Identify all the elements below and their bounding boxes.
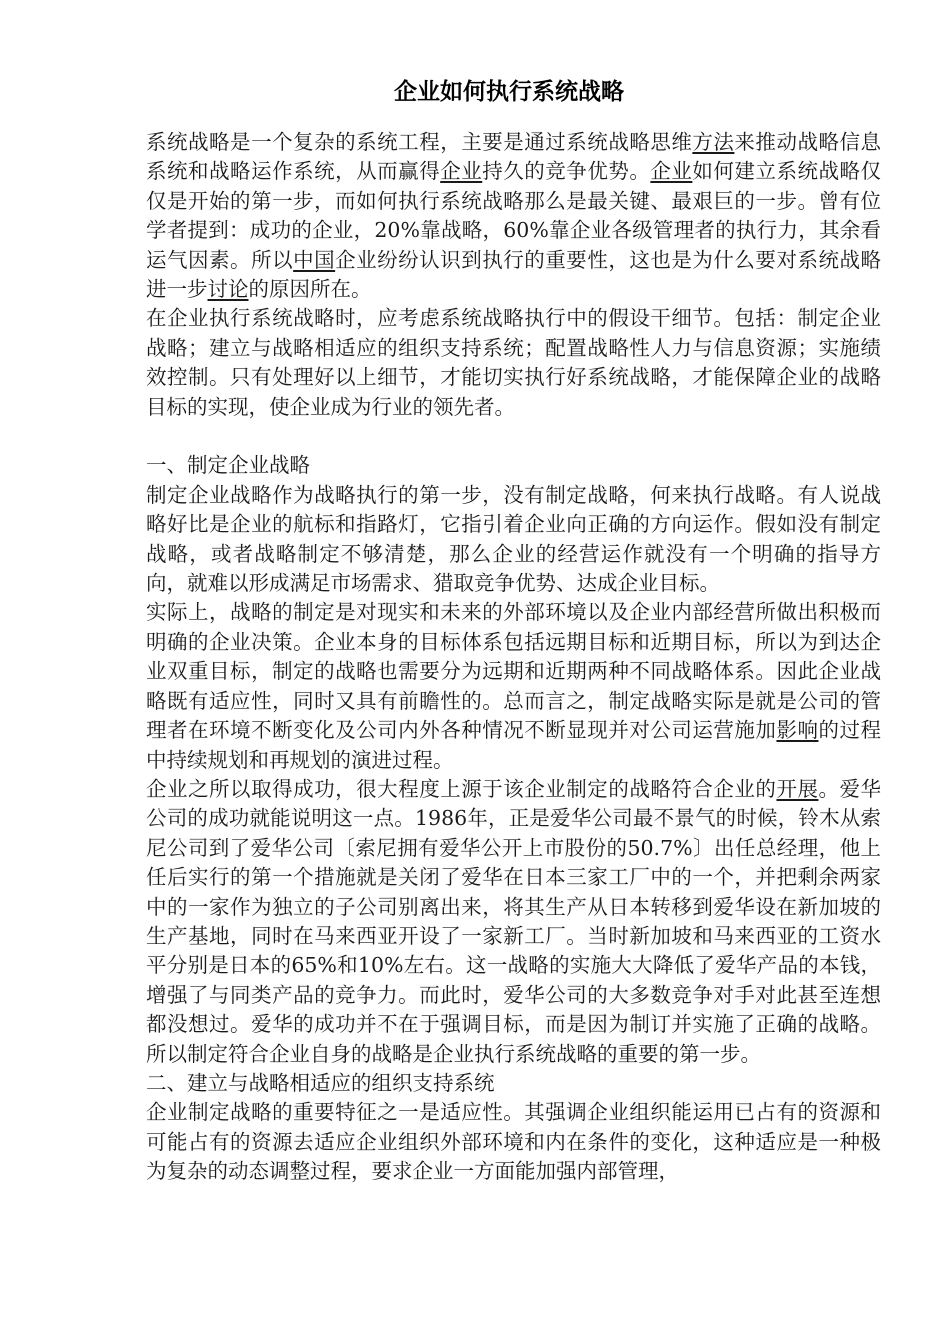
text-segment: 的过程中持续规划和再规划的演进过程。	[146, 718, 882, 772]
blank-line	[146, 422, 881, 451]
link-influence[interactable]: 影响	[776, 718, 819, 743]
link-enterprise[interactable]: 企业	[440, 159, 483, 184]
paragraph-adaptability: 企业制定战略的重要特征之一是适应性。其强调企业组织能运用已占有的资源和可能占有的资源去适应企业组织外部环境和内在条件的变化，这种适应是一种极为复杂的动态调整过程，要求企业一方面能加强内部管理，	[146, 1100, 881, 1184]
link-enterprise-2[interactable]: 企业	[650, 159, 693, 184]
text-segment: 。爱华公司的成功就能说明这一点。1986年，正是爱华公司最不景气的时候，铃木从索尼公司到了爱华公司〔索尼拥有爱华公开上市股份的50.7%〕出任总经理，他上任后实行的第一个措施就是关闭了爱华在日本三家工厂中的一个，并把剩余两家中的一家作为独立的子公司别离出来，将其生产从日本转移到爱华设在新加坡的生产基地，同时在马来西亚开设了一家新工厂。当时新加坡和马来西亚的工资水平分别是日本的65%和10%左右。这一战略的实施大大降低了爱华产品的本钱，增强了与同类产品的竞争力。而此时，爱华公司的大多数竞争对手对此甚至连想都没想过。爱华的成功并不在于强调目标，而是因为制订并实施了正确的战略。所以制定符合企业自身的战略是企业执行系统战略的重要的第一步。	[146, 776, 882, 1066]
paragraph-strategy-first-step: 制定企业战略作为战略执行的第一步，没有制定战略，何来执行战略。有人说战略好比是企业的航标和指路灯，它指引着企业向正确的方向运作。假如没有制定战略，或者战略制定不够清楚，那么企业的经营运作就没有一个明确的指导方向，就难以形成满足市场需求、猎取竞争优势、达成企业目标。	[146, 482, 881, 596]
text-segment: 实际上，战略的制定是对现实和未来的外部环境以及企业内部经营所做出积极而明确的企业决策。企业本身的目标体系包括远期目标和近期目标，所以为到达企业双重目标，制定的战略也需要分为远期和近期两种不同战略体系。因此企业战略既有适应性，同时又具有前瞻性的。总而言之，制定战略实际是就是公司的管理者在环境不断变化及公司内外各种情况不断显现并对公司运营施加	[146, 600, 881, 743]
text-segment: 的原因所在。	[248, 277, 372, 302]
paragraph-details: 在企业执行系统战略时，应考虑系统战略执行中的假设干细节。包括：制定企业战略；建立与战略相适应的组织支持系统；配置战略性人力与信息资源；实施绩效控制。只有处理好以上细节，才能切实执行好系统战略，才能保障企业的战略目标的实现，使企业成为行业的领先者。	[146, 306, 881, 419]
text-segment: 如何建立系统战略仅仅是开始的第一步，而如何执行系统战略那么是最关键、最艰巨的一步。曾有位学者提到：成功的企业，20%靠战略，60%靠企业各级管理者的执行力，其余看运气因素。所以	[146, 159, 882, 272]
document-title: 企业如何执行系统战略	[394, 79, 624, 105]
text-segment: 企业之所以取得成功，很大程度上源于该企业制定的战略符合企业的	[146, 776, 777, 801]
text-segment: 系统战略是一个复杂的系统工程，主要是通过系统战略思维	[146, 130, 693, 154]
paragraph-aiwa-case	[146, 775, 881, 1069]
section-heading-1: 一、制定企业战略	[146, 453, 310, 478]
link-method[interactable]: 方法	[692, 130, 735, 154]
section-heading-2: 二、建立与战略相适应的组织支持系统	[146, 1070, 495, 1095]
paragraph-strategy-formulation	[146, 598, 881, 774]
link-development[interactable]: 开展	[776, 776, 819, 801]
paragraph-intro	[146, 128, 881, 304]
link-discussion[interactable]: 讨论	[207, 277, 249, 302]
document-body	[146, 128, 881, 1187]
link-china[interactable]: 中国	[293, 247, 336, 272]
text-segment: 来推动战略信息系统和战略运作系统，从而赢得	[146, 130, 882, 184]
text-segment: 持久的竞争优势。	[482, 159, 651, 184]
text-segment: 企业纷纷认识到执行的重要性，这也是为什么要对系统战略进一步	[146, 247, 882, 302]
